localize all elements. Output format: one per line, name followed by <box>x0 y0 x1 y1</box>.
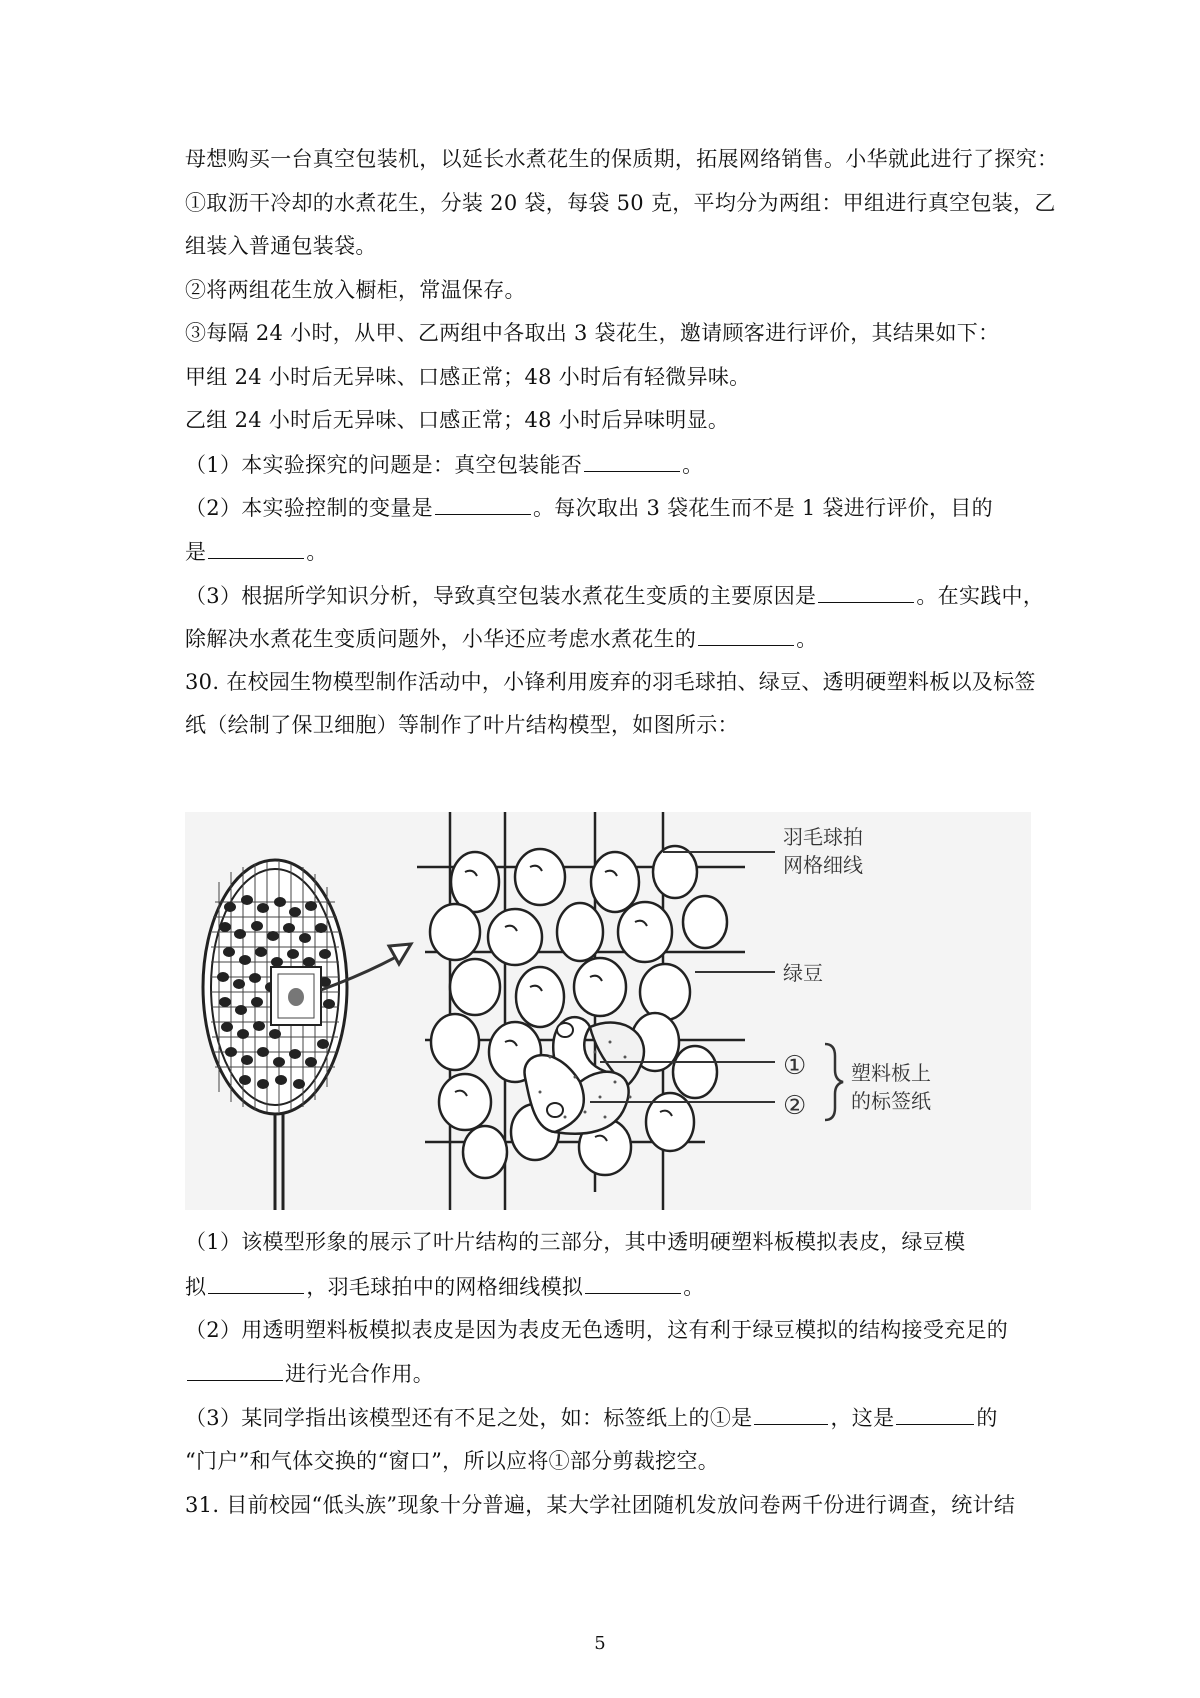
question-text: （3）根据所学知识分析，导致真空包装水煮花生变质的主要原因是 <box>185 584 817 608</box>
question-text: 。 <box>683 1275 705 1299</box>
answer-blank[interactable] <box>208 536 304 559</box>
problem-31: 31. 目前校园“低头族”现象十分普遍，某大学社团随机发放问卷两千份进行调查，统计结 <box>185 1493 1016 1517</box>
question-2 <box>185 492 993 523</box>
question-text: ，羽毛球拍中的网格细线模拟 <box>306 1275 584 1299</box>
question-text: 。 <box>796 627 818 651</box>
brace-icon <box>825 1044 843 1120</box>
question-text: 除解决水煮花生变质问题外，小华还应考虑水煮花生的 <box>185 627 697 651</box>
answer-blank[interactable] <box>585 1271 681 1294</box>
text-line: ③每隔 24 小时，从甲、乙两组中各取出 3 袋花生，邀请顾客进行评价，其结果如下： <box>185 321 1000 345</box>
question-text: 进行光合作用。 <box>285 1362 435 1386</box>
question-text: 是 <box>185 540 207 564</box>
badminton-racket-icon <box>203 860 347 1210</box>
sub-question-3-cont: “门户”和气体交换的“窗口”，所以应将①部分剪裁挖空。 <box>185 1449 720 1473</box>
answer-blank[interactable] <box>896 1402 974 1425</box>
sub-question-1-cont <box>185 1271 705 1302</box>
text-line: ①取沥干冷却的水煮花生，分装 20 袋，每袋 50 克，平均分为两组：甲组进行真空包装，乙 <box>185 191 1056 215</box>
answer-blank[interactable] <box>435 492 531 515</box>
question-3 <box>185 580 1044 611</box>
question-text: （1）本实验探究的问题是：真空包装能否 <box>185 453 583 477</box>
question-text: 的 <box>976 1406 998 1430</box>
question-text: 拟 <box>185 1275 207 1299</box>
sub-question-2: （2）用透明塑料板模拟表皮是因为表皮无色透明，这有利于绿豆模拟的结构接受充足的 <box>185 1318 1009 1342</box>
question-text: 。在实践中， <box>916 584 1045 608</box>
label-circle-2: ② <box>783 1091 807 1121</box>
label-circle-1: ① <box>783 1051 807 1081</box>
question-text: ，这是 <box>830 1406 895 1430</box>
question-text: 。 <box>306 540 328 564</box>
answer-blank[interactable] <box>584 449 680 472</box>
text-line: ②将两组花生放入橱柜，常温保存。 <box>185 278 526 302</box>
question-text: 。每次取出 3 袋花生而不是 1 袋进行评价，目的 <box>532 496 993 520</box>
leaf-model-figure <box>185 812 1031 1210</box>
problem-30: 30. 在校园生物模型制作活动中，小锋利用废弃的羽毛球拍、绿豆、透明硬塑料板以及标签 <box>185 670 1036 694</box>
sub-question-2-cont <box>185 1358 434 1389</box>
leaf-model-diagram <box>185 812 1031 1210</box>
question-1 <box>185 449 703 480</box>
label-racket-line2: 网格细线 <box>783 853 863 877</box>
label-bean: 绿豆 <box>783 961 823 985</box>
text-line: 组装入普通包装袋。 <box>185 234 377 258</box>
answer-blank[interactable] <box>698 623 794 646</box>
question-2-cont <box>185 536 328 567</box>
problem-30-cont: 纸（绘制了保卫细胞）等制作了叶片结构模型，如图所示： <box>185 713 739 737</box>
answer-blank[interactable] <box>187 1358 283 1381</box>
answer-blank[interactable] <box>818 580 914 603</box>
question-text: （2）本实验控制的变量是 <box>185 496 433 520</box>
question-text: 。 <box>682 453 704 477</box>
guard-cells <box>525 1017 644 1134</box>
question-3-cont <box>185 623 818 654</box>
text-line: 甲组 24 小时后无异味、口感正常；48 小时后有轻微异味。 <box>185 365 751 389</box>
answer-blank[interactable] <box>208 1271 304 1294</box>
answer-blank[interactable] <box>754 1402 828 1425</box>
sub-question-3 <box>185 1402 998 1433</box>
text-line: 母想购买一台真空包装机，以延长水煮花生的保质期，拓展网络销售。小华就此进行了探究： <box>185 147 1059 171</box>
sub-question-1: （1）该模型形象的展示了叶片结构的三部分，其中透明硬塑料板模拟表皮，绿豆模 <box>185 1230 966 1254</box>
label-paper-line1: 塑料板上 <box>851 1061 931 1085</box>
text-line: 乙组 24 小时后无异味、口感正常；48 小时后异味明显。 <box>185 408 730 432</box>
label-paper-line2: 的标签纸 <box>851 1089 931 1113</box>
label-racket-line1: 羽毛球拍 <box>783 825 863 849</box>
question-text: （3）某同学指出该模型还有不足之处，如：标签纸上的①是 <box>185 1406 753 1430</box>
page-number: 5 <box>594 1633 606 1654</box>
